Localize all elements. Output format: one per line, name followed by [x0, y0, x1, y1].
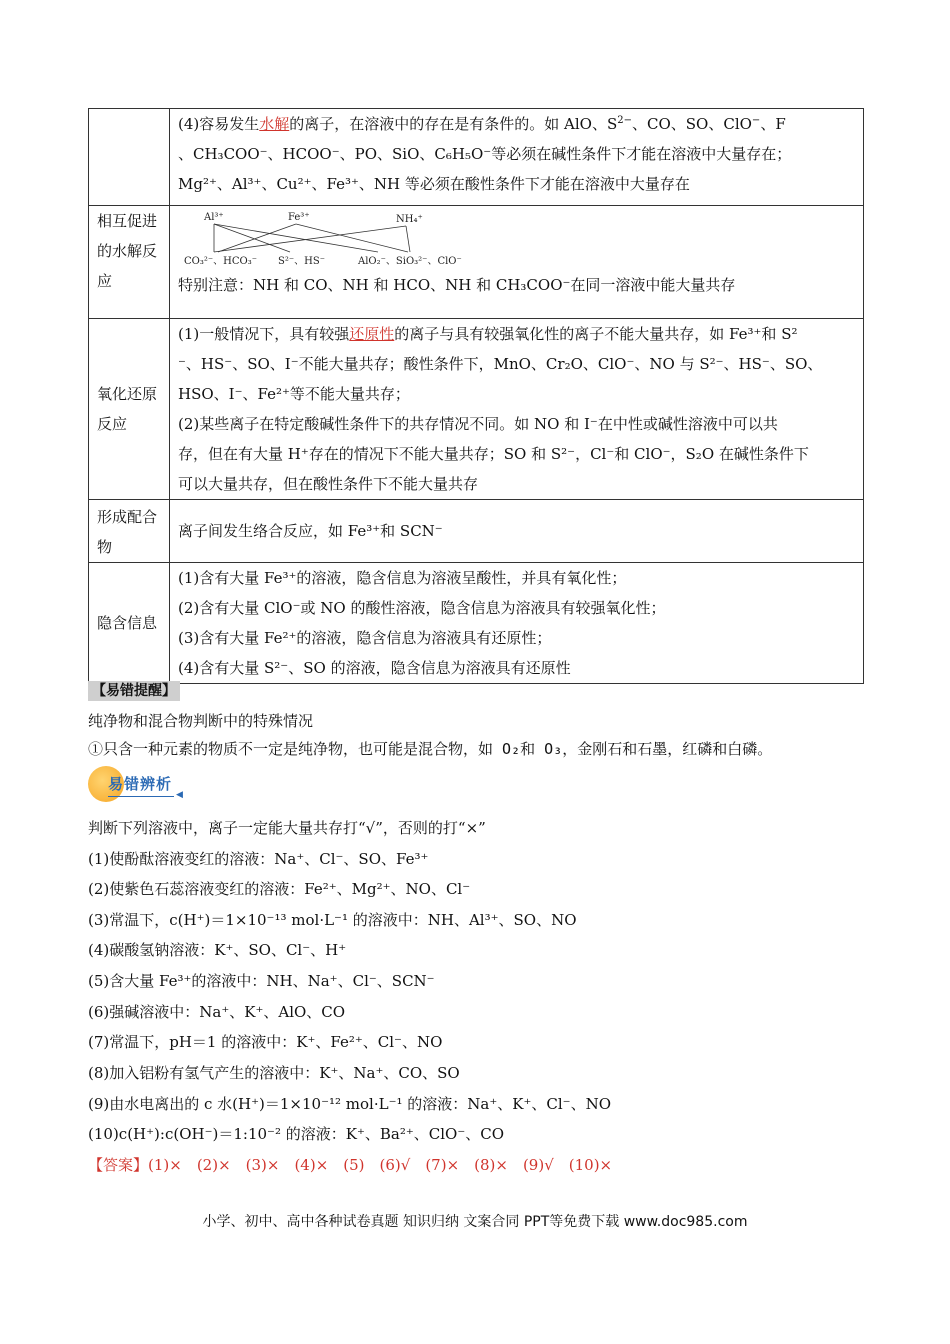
text: (2)含有大量 ClO⁻或 NO 的酸性溶液，隐含信息为溶液具有较强氧化性； [178, 599, 666, 617]
text: (4)含有大量 S²⁻、SO 的溶液，隐含信息为溶液具有还原性 [178, 659, 571, 677]
text: 、CO、SO、ClO [632, 115, 752, 133]
text: (1)一般情况下，具有较强 [178, 325, 350, 343]
diagram-bottom-label: S²⁻、HS⁻ [278, 256, 325, 267]
text: 、F [760, 115, 786, 133]
text: (1)含有大量 Fe³⁺的溶液，隐含信息为溶液呈酸性，并具有氧化性； [178, 569, 627, 587]
row-content [170, 206, 864, 319]
link-hydrolysis[interactable]: 水解 [259, 115, 290, 133]
footer: 小学、初中、高中各种试卷真题 知识归纳 文案合同 PPT等免费下载 www.doc985.com [202, 1214, 748, 1230]
text: 的离子，在溶液中的存在是有条件的。如 AlO、S [289, 115, 618, 133]
question-item: (5)含大量 Fe³⁺的溶液中：NH、Na⁺、Cl⁻、SCN⁻ [88, 972, 435, 990]
question-item: (4)碳酸氢钠溶液：K⁺、SO、Cl⁻、H⁺ [88, 941, 347, 959]
row-label: 相互促进的水解反应 [89, 206, 170, 319]
row-content [170, 563, 864, 684]
table-row [89, 206, 864, 319]
tip-title: 纯净物和混合物判断中的特殊情况 [88, 712, 314, 730]
table-row [89, 563, 864, 684]
diagram-top-label: NH₄⁺ [396, 214, 423, 225]
text: ⁻、HS⁻、SO、I⁻不能大量共存；酸性条件下，MnO、Cr₂O、ClO⁻、NO 与 S²⁻、HS⁻、SO、 [178, 355, 823, 373]
hydrolysis-diagram [178, 206, 468, 270]
row-label: 隐含信息 [89, 563, 170, 684]
answer-line: 【答案】(1)× (2)× (3)× (4)× (5) (6)√ (7)× (8)× (9)√ (10)× [88, 1156, 613, 1174]
text: 的离子与具有较强氧化性的离子不能大量共存，如 Fe³⁺和 S² [394, 325, 798, 343]
question-item: (2)使紫色石蕊溶液变红的溶液：Fe²⁺、Mg²⁺、NO、Cl⁻ [88, 880, 471, 898]
text: (2)某些离子在特定酸碱性条件下的共存情况不同。如 NO 和 I⁻在中性或碱性溶液中可以共 [178, 415, 778, 433]
section-badge [88, 766, 198, 806]
row-label: 氧化还原反应 [89, 319, 170, 500]
sup: 2− [617, 115, 632, 126]
ion-coexistence-table [88, 108, 864, 684]
row-label [89, 109, 170, 206]
text: (4)容易发生 [178, 115, 260, 133]
row-label: 形成配合物 [89, 500, 170, 563]
text: 存，但在有大量 H⁺存在的情况下不能大量共存；SO 和 S²⁻，Cl⁻和 ClO⁻，S₂O 在碱性条件下 [178, 445, 809, 463]
question-item: (3)常温下，c(H⁺)＝1×10⁻¹³ mol·L⁻¹ 的溶液中：NH、Al³⁺、SO、NO [88, 911, 577, 929]
link-reducibility[interactable]: 还原性 [349, 325, 395, 343]
question-item: (6)强碱溶液中：Na⁺、K⁺、AlO、CO [88, 1003, 346, 1021]
diagram-lines [214, 224, 410, 252]
badge-label: 易错辨析 [108, 775, 173, 793]
question-item: (1)使酚酞溶液变红的溶液：Na⁺、Cl⁻、SO、Fe³⁺ [88, 850, 429, 868]
text: 特别注意：NH 和 CO、NH 和 HCO、NH 和 CH₃COO⁻在同一溶液中能大量共存 [178, 276, 736, 294]
table-row [89, 319, 864, 500]
text: Mg²⁺、Al³⁺、Cu²⁺、Fe³⁺、NH 等必须在酸性条件下才能在溶液中大量存在 [178, 175, 690, 193]
text: HSO、I⁻、Fe²⁺等不能大量共存； [178, 385, 410, 403]
tip-item: ①只含一种元素的物质不一定是纯净物，也可能是混合物，如 O₂和 O₃，金刚石和石墨，红磷和白磷。 [88, 740, 773, 758]
diagram-top-label: Fe³⁺ [288, 212, 310, 223]
sup: − [751, 115, 761, 126]
question-intro: 判断下列溶液中，离子一定能大量共存打“√”，否则的打“×” [88, 819, 486, 837]
badge-underline [108, 796, 174, 797]
diagram-bottom-label: AlO₂⁻、SiO₃²⁻、ClO⁻ [358, 256, 462, 267]
row-content [170, 319, 864, 500]
question-item: (7)常温下，pH＝1 的溶液中：K⁺、Fe²⁺、Cl⁻、NO [88, 1033, 443, 1051]
text: 可以大量共存，但在酸性条件下不能大量共存 [178, 475, 479, 493]
question-item: (8)加入铝粉有氢气产生的溶液中：K⁺、Na⁺、CO、SO [88, 1064, 460, 1082]
tip-tag: 【易错提醒】 [88, 681, 180, 701]
diagram-bottom-label: CO₃²⁻、HCO₃⁻ [184, 256, 258, 267]
badge-arrow-icon: ◀ [176, 790, 183, 800]
diagram-top-label: Al³⁺ [204, 212, 224, 223]
row-content: 离子间发生络合反应，如 Fe³⁺和 SCN⁻ [170, 500, 864, 563]
question-item: (10)c(H⁺):c(OH⁻)＝1:10⁻² 的溶液：K⁺、Ba²⁺、ClO⁻、CO [88, 1125, 505, 1143]
table-row [89, 500, 864, 563]
text: (3)含有大量 Fe²⁺的溶液，隐含信息为溶液具有还原性； [178, 629, 552, 647]
question-item: (9)由水电离出的 c 水(H⁺)＝1×10⁻¹² mol·L⁻¹ 的溶液：Na⁺、K⁺、Cl⁻、NO [88, 1095, 612, 1113]
table-row [89, 109, 864, 206]
text: 、CH₃COO⁻、HCOO⁻、PO、SiO、C₆H₅O⁻等必须在碱性条件下才能在溶液中大量存在； [178, 145, 792, 163]
row-content [170, 109, 864, 206]
